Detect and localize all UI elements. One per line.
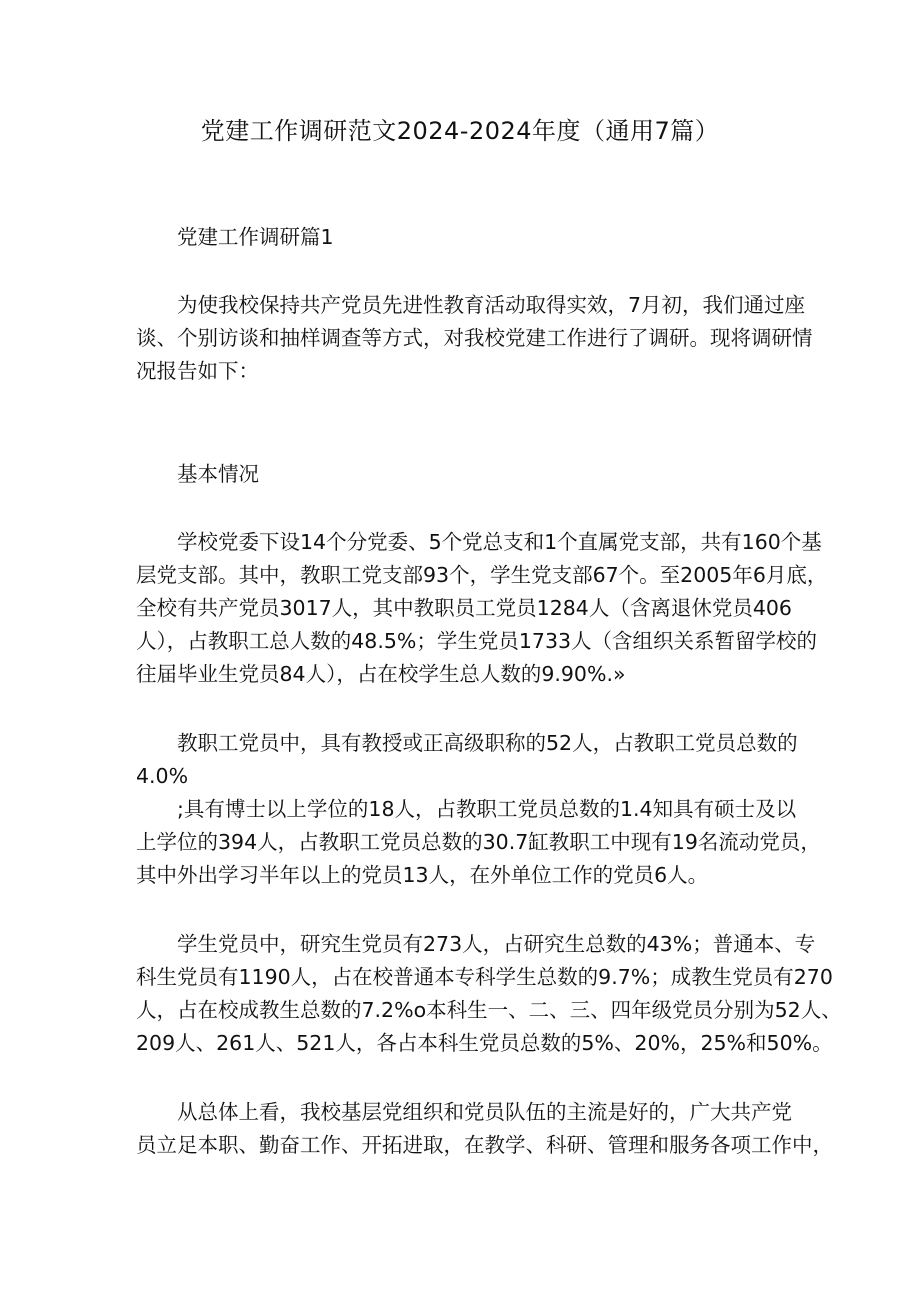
intro-line: 为使我校保持共产党员先进性教育活动取得实效，7月初，我们通过座: [177, 293, 806, 317]
section-heading: 党建工作调研篇1: [177, 225, 334, 249]
paragraph-line: 其中外出学习半年以上的党员13人，在外单位工作的党员6人。: [136, 863, 709, 887]
paragraph-line: 从总体上看，我校基层党组织和党员队伍的主流是好的，广大共产党: [177, 1100, 792, 1124]
paragraph-line: 学生党员中，研究生党员有273人，占研究生总数的43%；普通本、专: [177, 932, 816, 956]
paragraph-line: 4.0%: [136, 764, 189, 788]
paragraph-line: 员立足本职、勤奋工作、开拓进取，在教学、科研、管理和服务各项工作中，: [136, 1133, 833, 1157]
paragraph-line: 教职工党员中，具有教授或正高级职称的52人，占教职工党员总数的: [177, 731, 798, 755]
document-title: 党建工作调研范文2024-2024年度（通用7篇）: [200, 117, 720, 145]
paragraph-line: 往届毕业生党员84人），占在校学生总人数的9.90%.»: [136, 662, 626, 686]
paragraph-line: 人，占在校成教生总数的7.2%o本科生一、二、三、四年级党员分别为52人、: [136, 998, 842, 1022]
paragraph-line: 科生党员有1190人，占在校普通本专科学生总数的9.7%；成教生党员有270: [136, 965, 833, 989]
paragraph-line: 上学位的394人，占教职工党员总数的30.7缸教职工中现有19名流动党员，: [136, 830, 821, 854]
intro-line: 谈、个别访谈和抽样调查等方式，对我校党建工作进行了调研。现将调研情: [136, 326, 813, 350]
paragraph-line: ;具有博士以上学位的18人，占教职工党员总数的1.4知具有硕士及以: [177, 797, 797, 821]
subheading: 基本情况: [177, 462, 259, 486]
paragraph-line: 层党支部。其中，教职工党支部93个，学生党支部67个。至2005年6月底，: [136, 563, 828, 587]
paragraph-line: 人），占教职工总人数的48.5%；学生党员1733人（含组织关系暂留学校的: [136, 629, 818, 653]
paragraph-line: 全校有共产党员3017人，其中教职员工党员1284人（含离退休党员406: [136, 596, 792, 620]
intro-line: 况报告如下：: [136, 359, 259, 383]
paragraph-line: 209人、261人、521人，各占本科生党员总数的5%、20%，25%和50%。: [136, 1031, 833, 1055]
paragraph-line: 学校党委下设14个分党委、5个党总支和1个直属党支部，共有160个基: [177, 530, 822, 554]
